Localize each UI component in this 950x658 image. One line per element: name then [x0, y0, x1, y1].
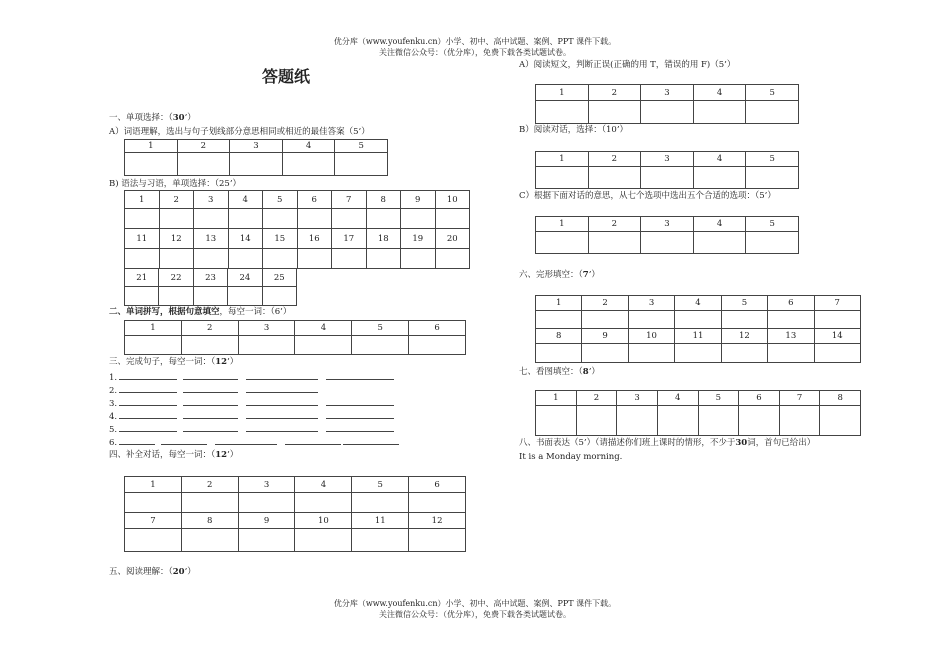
- grid-num: 11: [675, 329, 721, 344]
- sentence-line-4: 4.: [109, 410, 394, 422]
- section-8-heading: 八、书面表达（5’）（请描述你们班上课时的情形，不少于30词，首句已给出）: [519, 438, 816, 448]
- section-6-heading: 六、完形填空：（7’）: [519, 270, 600, 280]
- grid-num: 2: [588, 152, 641, 167]
- number-row: [125, 140, 388, 153]
- answer-cell[interactable]: [194, 209, 229, 229]
- answer-cell[interactable]: [125, 493, 182, 513]
- answer-grid-1a: [124, 139, 388, 176]
- section-2-heading: 二、单词拼写，根据句意填空，每空一词：（6’）: [109, 307, 292, 317]
- answer-cell[interactable]: [159, 287, 193, 306]
- grid-num: 3: [617, 391, 658, 406]
- footer-line-2: 关注微信公众号：（优分库），免费下载各类试题试卷。: [379, 610, 571, 619]
- header-line-1: 优分库（www.youfenku.cn）小学、初中、高中试题、案例、PPT 课件下载。: [333, 37, 617, 46]
- blank[interactable]: [119, 371, 177, 380]
- answer-cell[interactable]: [181, 336, 238, 355]
- grid-num: 5: [352, 477, 409, 493]
- number-row: [536, 217, 799, 232]
- answer-cell[interactable]: [435, 249, 470, 269]
- answer-grid-1b: [124, 190, 470, 269]
- grid-num: 4: [295, 477, 352, 493]
- section-4-heading: 四、补全对话，每空一词：（12’）: [109, 450, 239, 460]
- grid-num: 5: [746, 152, 799, 167]
- answer-cell[interactable]: [352, 493, 409, 513]
- answer-cell[interactable]: [746, 232, 799, 254]
- grid-num: 12: [159, 229, 194, 249]
- answer-cell[interactable]: [675, 311, 721, 329]
- grid-num: 8: [366, 191, 401, 209]
- number-row: [536, 329, 861, 344]
- grid-num: 18: [366, 229, 401, 249]
- blank[interactable]: [285, 436, 341, 445]
- answer-cell[interactable]: [746, 167, 799, 189]
- answer-cell[interactable]: [181, 493, 238, 513]
- answer-cell[interactable]: [159, 209, 194, 229]
- section-1b-heading: B) 语法与习语，单项选择：（25’）: [109, 179, 242, 189]
- blank[interactable]: [326, 371, 394, 380]
- answer-cell[interactable]: [582, 311, 628, 329]
- grid-num: 11: [352, 513, 409, 529]
- answer-row: [125, 287, 297, 306]
- grid-num: 4: [675, 296, 721, 311]
- answer-cell[interactable]: [332, 249, 367, 269]
- blank[interactable]: [326, 397, 394, 406]
- blank[interactable]: [183, 371, 238, 380]
- answer-cell[interactable]: [675, 344, 721, 363]
- answer-cell[interactable]: [536, 101, 589, 124]
- answer-cell[interactable]: [352, 529, 409, 552]
- section-5c-heading: C）根据下面对话的意思，从七个选项中选出五个合适的选项：（5’）: [519, 191, 776, 201]
- sentence-line-6: 6.: [109, 436, 399, 448]
- grid-num: 9: [238, 513, 295, 529]
- blank[interactable]: [343, 436, 399, 445]
- answer-row: [536, 101, 799, 124]
- answer-cell[interactable]: [125, 249, 160, 269]
- grid-num: 6: [409, 477, 466, 493]
- blank[interactable]: [183, 397, 238, 406]
- grid-num: 6: [409, 321, 466, 336]
- grid-num: 3: [238, 477, 295, 493]
- grid-num: 1: [536, 85, 589, 101]
- grid-num: 6: [297, 191, 332, 209]
- blank[interactable]: [246, 423, 318, 432]
- answer-cell[interactable]: [295, 493, 352, 513]
- answer-cell[interactable]: [576, 406, 617, 436]
- grid-num: 21: [125, 269, 159, 287]
- grid-num: 24: [228, 269, 262, 287]
- section-1-heading: 一、单项选择：（30’）: [109, 113, 196, 123]
- grid-num: 10: [295, 513, 352, 529]
- grid-num: 25: [262, 269, 296, 287]
- answer-cell[interactable]: [401, 249, 436, 269]
- answer-grid-5a: [535, 84, 799, 124]
- grid-num: 2: [576, 391, 617, 406]
- answer-cell[interactable]: [536, 311, 582, 329]
- grid-num: 5: [352, 321, 409, 336]
- answer-cell[interactable]: [282, 153, 335, 176]
- number-row: [536, 152, 799, 167]
- sentence-line-1: 1.: [109, 371, 394, 383]
- answer-cell[interactable]: [125, 529, 182, 552]
- grid-num: 2: [588, 217, 641, 232]
- answer-cell[interactable]: [238, 336, 295, 355]
- grid-num: 2: [181, 321, 238, 336]
- sentence-line-3: 3.: [109, 397, 394, 409]
- answer-cell[interactable]: [228, 249, 263, 269]
- answer-grid-1b-last: [124, 268, 297, 306]
- grid-num: 1: [536, 296, 582, 311]
- sentence-line-2: 2.: [109, 384, 318, 396]
- answer-cell[interactable]: [693, 101, 746, 124]
- answer-grid-2: [124, 320, 466, 355]
- answer-cell[interactable]: [768, 344, 814, 363]
- answer-cell[interactable]: [228, 287, 262, 306]
- blank[interactable]: [119, 436, 155, 445]
- answer-cell[interactable]: [588, 232, 641, 254]
- answer-cell[interactable]: [401, 209, 436, 229]
- blank[interactable]: [215, 436, 277, 445]
- grid-num: 3: [628, 296, 674, 311]
- grid-num: 1: [125, 477, 182, 493]
- grid-num: 14: [814, 329, 860, 344]
- grid-num: 3: [194, 191, 229, 209]
- answer-cell[interactable]: [746, 101, 799, 124]
- number-row: [125, 321, 466, 336]
- answer-cell[interactable]: [814, 311, 860, 329]
- answer-cell[interactable]: [193, 287, 227, 306]
- page-title: 答题纸: [262, 67, 311, 86]
- blank[interactable]: [183, 410, 238, 419]
- answer-cell[interactable]: [693, 232, 746, 254]
- grid-num: 9: [582, 329, 628, 344]
- answer-grid-4: [124, 476, 466, 552]
- answer-cell[interactable]: [768, 311, 814, 329]
- number-row: [536, 296, 861, 311]
- grid-num: 9: [401, 191, 436, 209]
- answer-grid-5c: [535, 216, 799, 254]
- blank[interactable]: [183, 384, 238, 393]
- answer-cell[interactable]: [536, 167, 589, 189]
- grid-num: 17: [332, 229, 367, 249]
- grid-num: 13: [768, 329, 814, 344]
- answer-cell[interactable]: [230, 153, 283, 176]
- header-line-2: 关注微信公众号：（优分库），免费下载各类试题试卷。: [379, 48, 571, 57]
- answer-cell[interactable]: [295, 529, 352, 552]
- answer-cell[interactable]: [409, 493, 466, 513]
- grid-num: 3: [641, 85, 694, 101]
- grid-num: 7: [332, 191, 367, 209]
- grid-num: 6: [768, 296, 814, 311]
- answer-cell[interactable]: [228, 209, 263, 229]
- answer-cell[interactable]: [435, 209, 470, 229]
- answer-cell[interactable]: [657, 406, 698, 436]
- grid-num: 7: [814, 296, 860, 311]
- grid-num: 16: [297, 229, 332, 249]
- blank[interactable]: [246, 410, 318, 419]
- grid-num: 2: [177, 140, 230, 153]
- blank[interactable]: [326, 410, 394, 419]
- answer-cell[interactable]: [297, 209, 332, 229]
- answer-cell[interactable]: [536, 406, 577, 436]
- answer-row: [536, 232, 799, 254]
- answer-cell[interactable]: [628, 311, 674, 329]
- answer-cell[interactable]: [588, 101, 641, 124]
- grid-num: 23: [193, 269, 227, 287]
- answer-cell[interactable]: [125, 287, 159, 306]
- number-row: [125, 229, 470, 249]
- blank[interactable]: [119, 423, 177, 432]
- section-5-heading: 五、阅读理解：（20’）: [109, 567, 196, 577]
- answer-row: [536, 167, 799, 189]
- answer-cell[interactable]: [721, 344, 767, 363]
- answer-row: [125, 249, 470, 269]
- grid-num: 2: [588, 85, 641, 101]
- answer-cell[interactable]: [125, 153, 178, 176]
- answer-cell[interactable]: [536, 232, 589, 254]
- answer-grid-5b: [535, 151, 799, 189]
- section-1a-heading: A）词语理解，选出与句子划线部分意思相同或相近的最佳答案（5’）: [109, 127, 370, 137]
- answer-cell[interactable]: [262, 287, 296, 306]
- answer-row: [125, 209, 470, 229]
- answer-grid-7: [535, 390, 861, 436]
- number-row: [125, 191, 470, 209]
- grid-num: 3: [238, 321, 295, 336]
- answer-grid-6: [535, 295, 861, 363]
- answer-cell[interactable]: [536, 344, 582, 363]
- grid-num: 6: [739, 391, 780, 406]
- number-row: [125, 477, 466, 493]
- answer-cell[interactable]: [297, 249, 332, 269]
- grid-num: 2: [582, 296, 628, 311]
- answer-cell[interactable]: [721, 311, 767, 329]
- grid-num: 8: [536, 329, 582, 344]
- answer-row: [125, 153, 388, 176]
- grid-num: 4: [228, 191, 263, 209]
- answer-cell[interactable]: [814, 344, 860, 363]
- grid-num: 4: [693, 152, 746, 167]
- blank[interactable]: [119, 397, 177, 406]
- answer-cell[interactable]: [295, 336, 352, 355]
- grid-num: 13: [194, 229, 229, 249]
- answer-cell[interactable]: [582, 344, 628, 363]
- section-5a-heading: A）阅读短文，判断正误(正确的用 T，错误的用 F)（5’）: [519, 60, 736, 70]
- answer-row: [536, 406, 861, 436]
- grid-num: 22: [159, 269, 193, 287]
- grid-num: 11: [125, 229, 160, 249]
- blank[interactable]: [326, 423, 394, 432]
- answer-cell[interactable]: [693, 167, 746, 189]
- blank[interactable]: [183, 423, 238, 432]
- grid-num: 14: [228, 229, 263, 249]
- grid-num: 5: [263, 191, 298, 209]
- answer-cell[interactable]: [628, 344, 674, 363]
- sentence-line-5: 5.: [109, 423, 394, 435]
- answer-cell[interactable]: [409, 529, 466, 552]
- grid-num: 4: [657, 391, 698, 406]
- grid-num: 1: [536, 217, 589, 232]
- grid-num: 7: [779, 391, 820, 406]
- answer-row: [536, 311, 861, 329]
- footer-line-1: 优分库（www.youfenku.cn）小学、初中、高中试题、案例、PPT 课件下载。: [333, 599, 617, 608]
- answer-row: [125, 336, 466, 355]
- grid-num: 8: [181, 513, 238, 529]
- grid-num: 15: [263, 229, 298, 249]
- grid-num: 1: [536, 391, 577, 406]
- grid-num: 12: [721, 329, 767, 344]
- grid-num: 1: [125, 191, 160, 209]
- answer-cell[interactable]: [698, 406, 739, 436]
- grid-num: 1: [125, 321, 182, 336]
- answer-cell[interactable]: [263, 209, 298, 229]
- answer-cell[interactable]: [409, 336, 466, 355]
- grid-num: 5: [746, 217, 799, 232]
- grid-num: 20: [435, 229, 470, 249]
- grid-num: 1: [536, 152, 589, 167]
- grid-num: 4: [282, 140, 335, 153]
- blank[interactable]: [246, 384, 318, 393]
- answer-cell[interactable]: [125, 209, 160, 229]
- answer-cell[interactable]: [641, 232, 694, 254]
- number-row: [536, 85, 799, 101]
- grid-num: 2: [181, 477, 238, 493]
- grid-num: 5: [698, 391, 739, 406]
- answer-row: [125, 493, 466, 513]
- answer-cell[interactable]: [125, 336, 182, 355]
- answer-cell[interactable]: [332, 209, 367, 229]
- grid-num: 8: [820, 391, 861, 406]
- grid-num: 12: [409, 513, 466, 529]
- section-7-heading: 七、看图填空：（8’）: [519, 367, 600, 377]
- essay-first-sentence: It is a Monday morning.: [519, 452, 623, 462]
- number-row: [125, 513, 466, 529]
- answer-cell[interactable]: [352, 336, 409, 355]
- number-row: [536, 391, 861, 406]
- grid-num: 3: [641, 152, 694, 167]
- grid-num: 1: [125, 140, 178, 153]
- blank[interactable]: [161, 436, 207, 445]
- blank[interactable]: [119, 410, 177, 419]
- section-3-heading: 三、完成句子，每空一词：（12’）: [109, 357, 239, 367]
- answer-cell[interactable]: [366, 249, 401, 269]
- answer-cell[interactable]: [238, 529, 295, 552]
- grid-num: 19: [401, 229, 436, 249]
- answer-row: [125, 529, 466, 552]
- blank[interactable]: [246, 371, 318, 380]
- answer-cell[interactable]: [177, 153, 230, 176]
- grid-num: 10: [435, 191, 470, 209]
- answer-cell[interactable]: [159, 249, 194, 269]
- grid-num: 4: [693, 217, 746, 232]
- blank[interactable]: [119, 384, 177, 393]
- answer-cell[interactable]: [617, 406, 658, 436]
- answer-row: [536, 344, 861, 363]
- grid-num: 7: [125, 513, 182, 529]
- answer-cell[interactable]: [641, 167, 694, 189]
- answer-cell[interactable]: [588, 167, 641, 189]
- answer-cell[interactable]: [366, 209, 401, 229]
- grid-num: 2: [159, 191, 194, 209]
- answer-cell[interactable]: [641, 101, 694, 124]
- answer-cell[interactable]: [779, 406, 820, 436]
- grid-num: 3: [641, 217, 694, 232]
- blank[interactable]: [246, 397, 318, 406]
- grid-num: 5: [746, 85, 799, 101]
- answer-cell[interactable]: [181, 529, 238, 552]
- answer-cell[interactable]: [335, 153, 388, 176]
- grid-num: 10: [628, 329, 674, 344]
- grid-num: 4: [295, 321, 352, 336]
- answer-cell[interactable]: [238, 493, 295, 513]
- answer-cell[interactable]: [194, 249, 229, 269]
- grid-num: 5: [335, 140, 388, 153]
- grid-num: 3: [230, 140, 283, 153]
- grid-num: 5: [721, 296, 767, 311]
- number-row: [125, 269, 297, 287]
- grid-num: 4: [693, 85, 746, 101]
- section-5b-heading: B）阅读对话，选择：（10’）: [519, 125, 629, 135]
- answer-cell[interactable]: [263, 249, 298, 269]
- answer-cell[interactable]: [820, 406, 861, 436]
- answer-cell[interactable]: [739, 406, 780, 436]
